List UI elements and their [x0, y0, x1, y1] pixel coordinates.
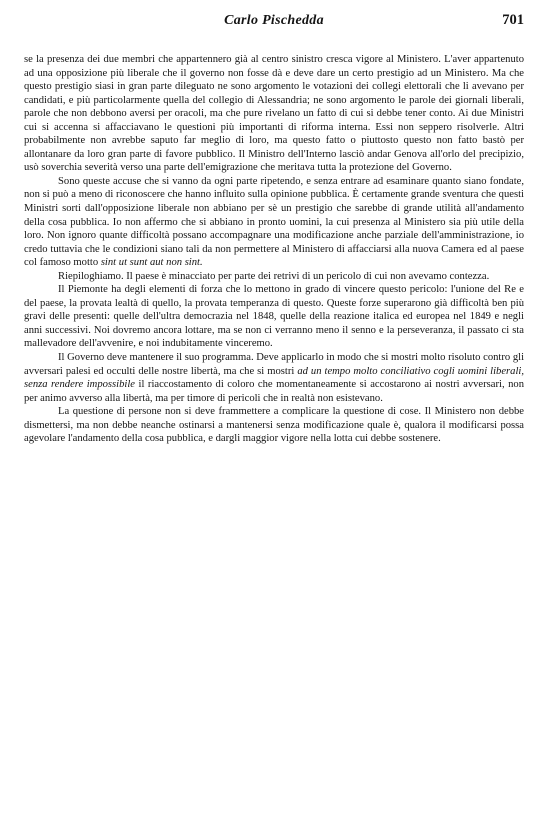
paragraph-2-text: Sono queste accuse che si vanno da ogni parte ripetendo, e senza entrare ad esaminare quanto siano fondate, non si può a meno di riconoscere che hanno influito sulla opinione pubblica. È certamente grande sventura che questi Ministri sorti dall'opposizione liberale non abbiano per sè un prestigio che sarebbe di grande utilità all'andamento della cosa pubblica. Io non affermo che si abbiano in pronto uomini, la cui presenza al Ministero sia più utile della loro. Non ignoro quante difficoltà possano accompagnare una modificazione anche parziale dell'amministrazione, io credo tuttavia che le condizioni siano tali da non permettere al Ministero di affacciarsi alla nuova Camera ed al paese col famoso motto	[24, 175, 524, 269]
paragraph-1	[24, 53, 524, 175]
paragraph-5	[24, 351, 524, 405]
document-page	[24, 0, 525, 445]
page-number: 701	[502, 12, 524, 28]
paragraph-5-text: Il Governo deve mantenere il suo programma. Deve applicarlo in modo che si mostri molto risoluto contro gli avversari palesi ed occulti delle nostre libertà, ma che si mostri	[24, 352, 525, 377]
paragraph-3	[24, 270, 524, 284]
body-text	[24, 53, 524, 446]
paragraph-2	[24, 175, 524, 270]
running-head: Carlo Pischedda	[224, 13, 324, 28]
paragraph-3-text: Riepiloghiamo. Il paese è minacciato per parte dei retrivi di un pericolo di cui non avevamo contezza.	[58, 270, 490, 282]
page-header	[24, 0, 524, 36]
paragraph-6	[24, 405, 524, 446]
paragraph-2-motto: sint ut sunt aut non sint.	[100, 257, 203, 269]
paragraph-1-text: se la presenza dei due membri che appartennero già al centro sinistro cresca vigore al Ministero. L'aver appartenuto ad una opposizione più liberale che il governo non fosse dà e deve dare un certo prestigio ad un Ministero. Ma che questo prestigio siasi in gran parte dileguato ne sono argomento le votazioni dei collegi elettorali che li avevano per candidati, e più particolarmente quella del collegio di Alessandria; ne sono argomento le parole dei giornali liberali, parole che non debbono aversi per oracoli, ma che pure rivelano un fatto di cui si debbe tener conto. Ai due Ministri cui si accenna si affacciavano le questioni più importanti di riforma interna. Essi non seppero risolverle. Altri probabilmente non avrebbe saputo far meglio di loro, ma questo fatto o piuttosto questo non fatto bastò per allontanare da loro gran parte di favore pubblico. Il Ministro dell'Interno lasciò andar Genova all'orlo del precipizio, usò soverchia severità verso una parte dell'emigrazione che meritava tutta la protezione del Governo.	[24, 54, 524, 174]
paragraph-5-after: il riaccostamento di coloro che momentaneamente si accostarono ai nostri avversari, non per animo avverso alla libertà, ma per timore di pericoli che in realtà non esistevano.	[24, 379, 524, 404]
paragraph-6-text: La questione di persone non si deve frammettere a complicare la questione di cose. Il Ministero non debbe dismettersi, ma non debbe neanche ostinarsi a mantenersi senza modificazione quale è, qualora il modificarsi possa agevolare l'andamento della cosa pubblica, e dargli maggior vigore nella lotta cui debbe sostenere.	[24, 406, 524, 445]
paragraph-4-text: Il Piemonte ha degli elementi di forza che lo mettono in grado di vincere questo pericolo: l'unione del Re e del paese, la provata lealtà di quello, la provata temperanza di questo. Queste forze superarono già difficoltà ben più gravi delle presenti: quelle dell'ultra democrazia nel 1848, quelle della reazione italica ed europea nel 1849 e negli anni successivi. Noi dovremo ancora lottare, ma se non ci verranno meno il senno e la perseveranza, il passato ci sta mallevadore dell'avvenire, e noi indubitamente vinceremo.	[24, 284, 524, 350]
paragraph-4	[24, 283, 524, 351]
paragraph-5-emphasis: ad un tempo molto conciliativo cogli uomini liberali, senza rendere impossibile	[24, 365, 524, 391]
